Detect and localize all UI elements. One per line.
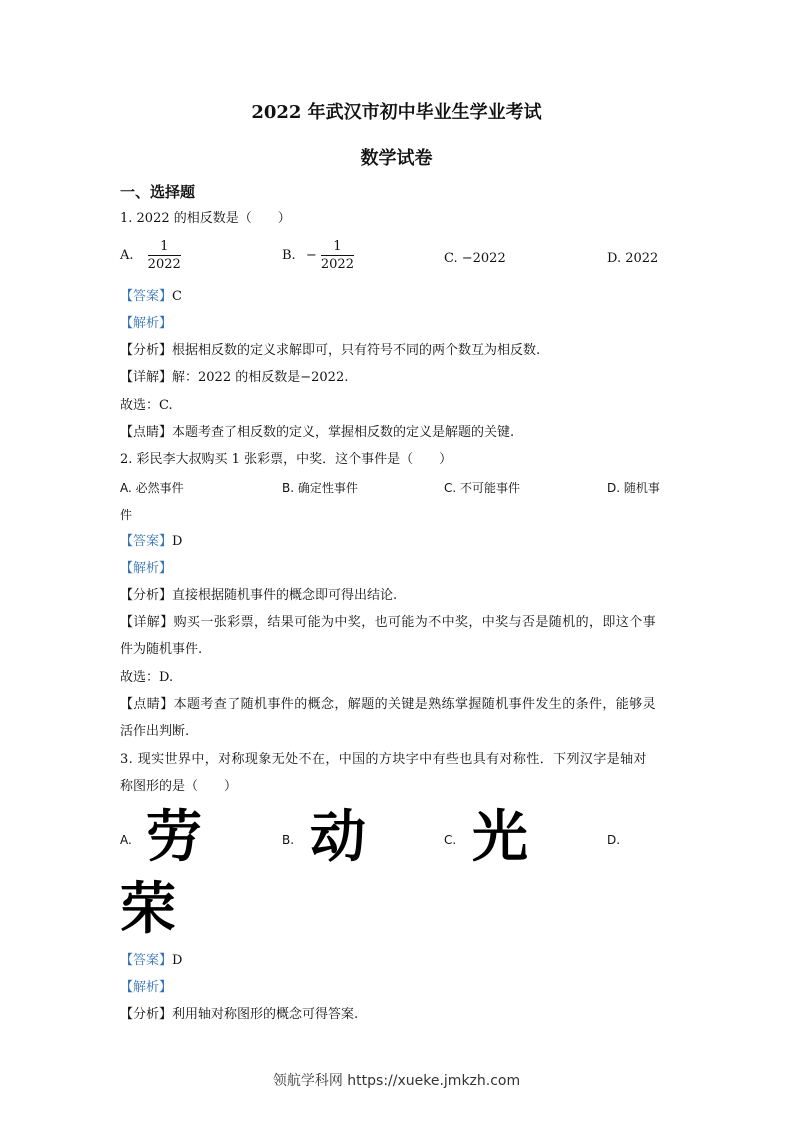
- q3-option-a-char: 劳: [146, 805, 202, 870]
- exam-subtitle: 数学试卷: [360, 148, 433, 169]
- q1-answer: [120, 289, 182, 305]
- q2-xiangjie-line2: 件为随机事件.: [120, 642, 203, 657]
- q1-option-b-numerator: 1: [321, 238, 354, 256]
- q1-option-b-fraction: [321, 238, 354, 273]
- q3-option-b-label: B.: [282, 833, 295, 847]
- q3-option-d-char: 荣: [120, 877, 176, 942]
- q1-option-d: D. 2022: [607, 251, 659, 266]
- q3-stem-line2: 称图形的是（ ）: [120, 779, 238, 794]
- q3-option-a-label: A.: [120, 833, 132, 847]
- q2-xiangjie-line1: [120, 615, 656, 631]
- q2-xiangjie-text-1: 购买一张彩票，结果可能为中奖，也可能为不中奖，中奖与否是随机的，即这个事: [173, 615, 657, 630]
- q3-option-b-char: 动: [310, 805, 366, 870]
- q2-fenxi-text: 直接根据随机事件的概念即可得出结论.: [172, 588, 398, 603]
- q1-option-c: C. −2022: [444, 251, 506, 266]
- q1-option-a-label: A.: [120, 248, 134, 263]
- q1-fenxi-tag: 【分析】: [120, 343, 173, 358]
- q1-option-b-sign: −: [305, 248, 317, 263]
- q2-analysis: [120, 561, 172, 577]
- q2-option-d-wrap: 件: [120, 508, 133, 522]
- q1-option-b-label: B.: [282, 248, 296, 263]
- q1-option-b-denominator: 2022: [320, 257, 354, 272]
- q3-option-d-label: D.: [607, 833, 621, 847]
- q1-xiangjie-tag: 【详解】: [120, 370, 173, 385]
- q3-analysis: [120, 980, 172, 996]
- q1-xiangjie: [120, 370, 348, 386]
- q3-answer: [120, 953, 182, 969]
- q1-answer-value: C: [172, 289, 182, 304]
- q2-option-b: B. 确定性事件: [282, 481, 358, 495]
- q2-dianjing-tag: 【点睛】: [120, 697, 174, 712]
- q1-option-a-denominator: 2022: [147, 257, 181, 272]
- q1-option-a: [120, 238, 181, 273]
- q1-guxuan: 故选：C.: [120, 398, 173, 413]
- q2-xiangjie-tag: 【详解】: [120, 615, 174, 630]
- q2-option-c: C. 不可能事件: [444, 481, 521, 495]
- q1-dianjing: [120, 425, 514, 441]
- q1-dianjing-tag: 【点睛】: [120, 425, 173, 440]
- q3-option-c-label: C.: [444, 833, 457, 847]
- q2-answer-value: D: [172, 534, 183, 549]
- q2-stem: 2. 彩民李大叔购买 1 张彩票，中奖．这个事件是（ ）: [120, 452, 453, 467]
- q2-fenxi-tag: 【分析】: [120, 588, 173, 603]
- q3-fenxi-text: 利用轴对称图形的概念可得答案.: [172, 1007, 359, 1022]
- q2-fenxi: [120, 588, 397, 604]
- q3-stem-line1: 3. 现实世界中，对称现象无处不在，中国的方块字中有些也具有对称性．下列汉字是轴对: [120, 752, 647, 767]
- q3-option-c-char: 光: [472, 805, 528, 870]
- q1-fenxi: [120, 343, 540, 359]
- q1-fenxi-text: 根据相反数的定义求解即可，只有符号不同的两个数互为相反数.: [172, 343, 541, 358]
- q1-analysis-tag: 【解析】: [120, 316, 173, 331]
- q2-answer: [120, 534, 182, 550]
- q2-option-d: D. 随机事: [607, 481, 660, 495]
- q1-analysis: [120, 316, 172, 332]
- footer-watermark[interactable]: 领航学科网 https://xueke.jmkzh.com: [272, 1073, 521, 1089]
- q2-dianjing-text-1: 本题考查了随机事件的概念，解题的关键是熟练掌握随机事件发生的条件，能够灵: [173, 697, 657, 712]
- q2-answer-tag: 【答案】: [120, 534, 173, 549]
- exam-title: 2022 年武汉市初中毕业生学业考试: [251, 102, 542, 123]
- q3-analysis-tag: 【解析】: [120, 980, 173, 995]
- q2-guxuan: 故选：D.: [120, 670, 174, 685]
- q3-fenxi: [120, 1007, 358, 1023]
- q2-dianjing-line1: [120, 697, 656, 713]
- q1-xiangjie-text: 解：2022 的相反数是−2022.: [172, 370, 349, 385]
- q2-option-a: A. 必然事件: [120, 481, 184, 495]
- q3-answer-value: D: [172, 953, 183, 968]
- q2-dianjing-line2: 活作出判断.: [120, 724, 190, 739]
- q2-analysis-tag: 【解析】: [120, 561, 173, 576]
- section-heading: 一、选择题: [120, 183, 196, 201]
- q1-dianjing-text: 本题考查了相反数的定义，掌握相反数的定义是解题的关键.: [172, 425, 515, 440]
- q3-answer-tag: 【答案】: [120, 953, 173, 968]
- q1-answer-tag: 【答案】: [120, 289, 173, 304]
- q3-fenxi-tag: 【分析】: [120, 1007, 173, 1022]
- q1-option-a-fraction: [148, 238, 181, 273]
- q1-stem: 1. 2022 的相反数是（ ）: [120, 211, 291, 226]
- q1-option-b: [282, 238, 354, 273]
- q1-option-a-numerator: 1: [148, 238, 181, 256]
